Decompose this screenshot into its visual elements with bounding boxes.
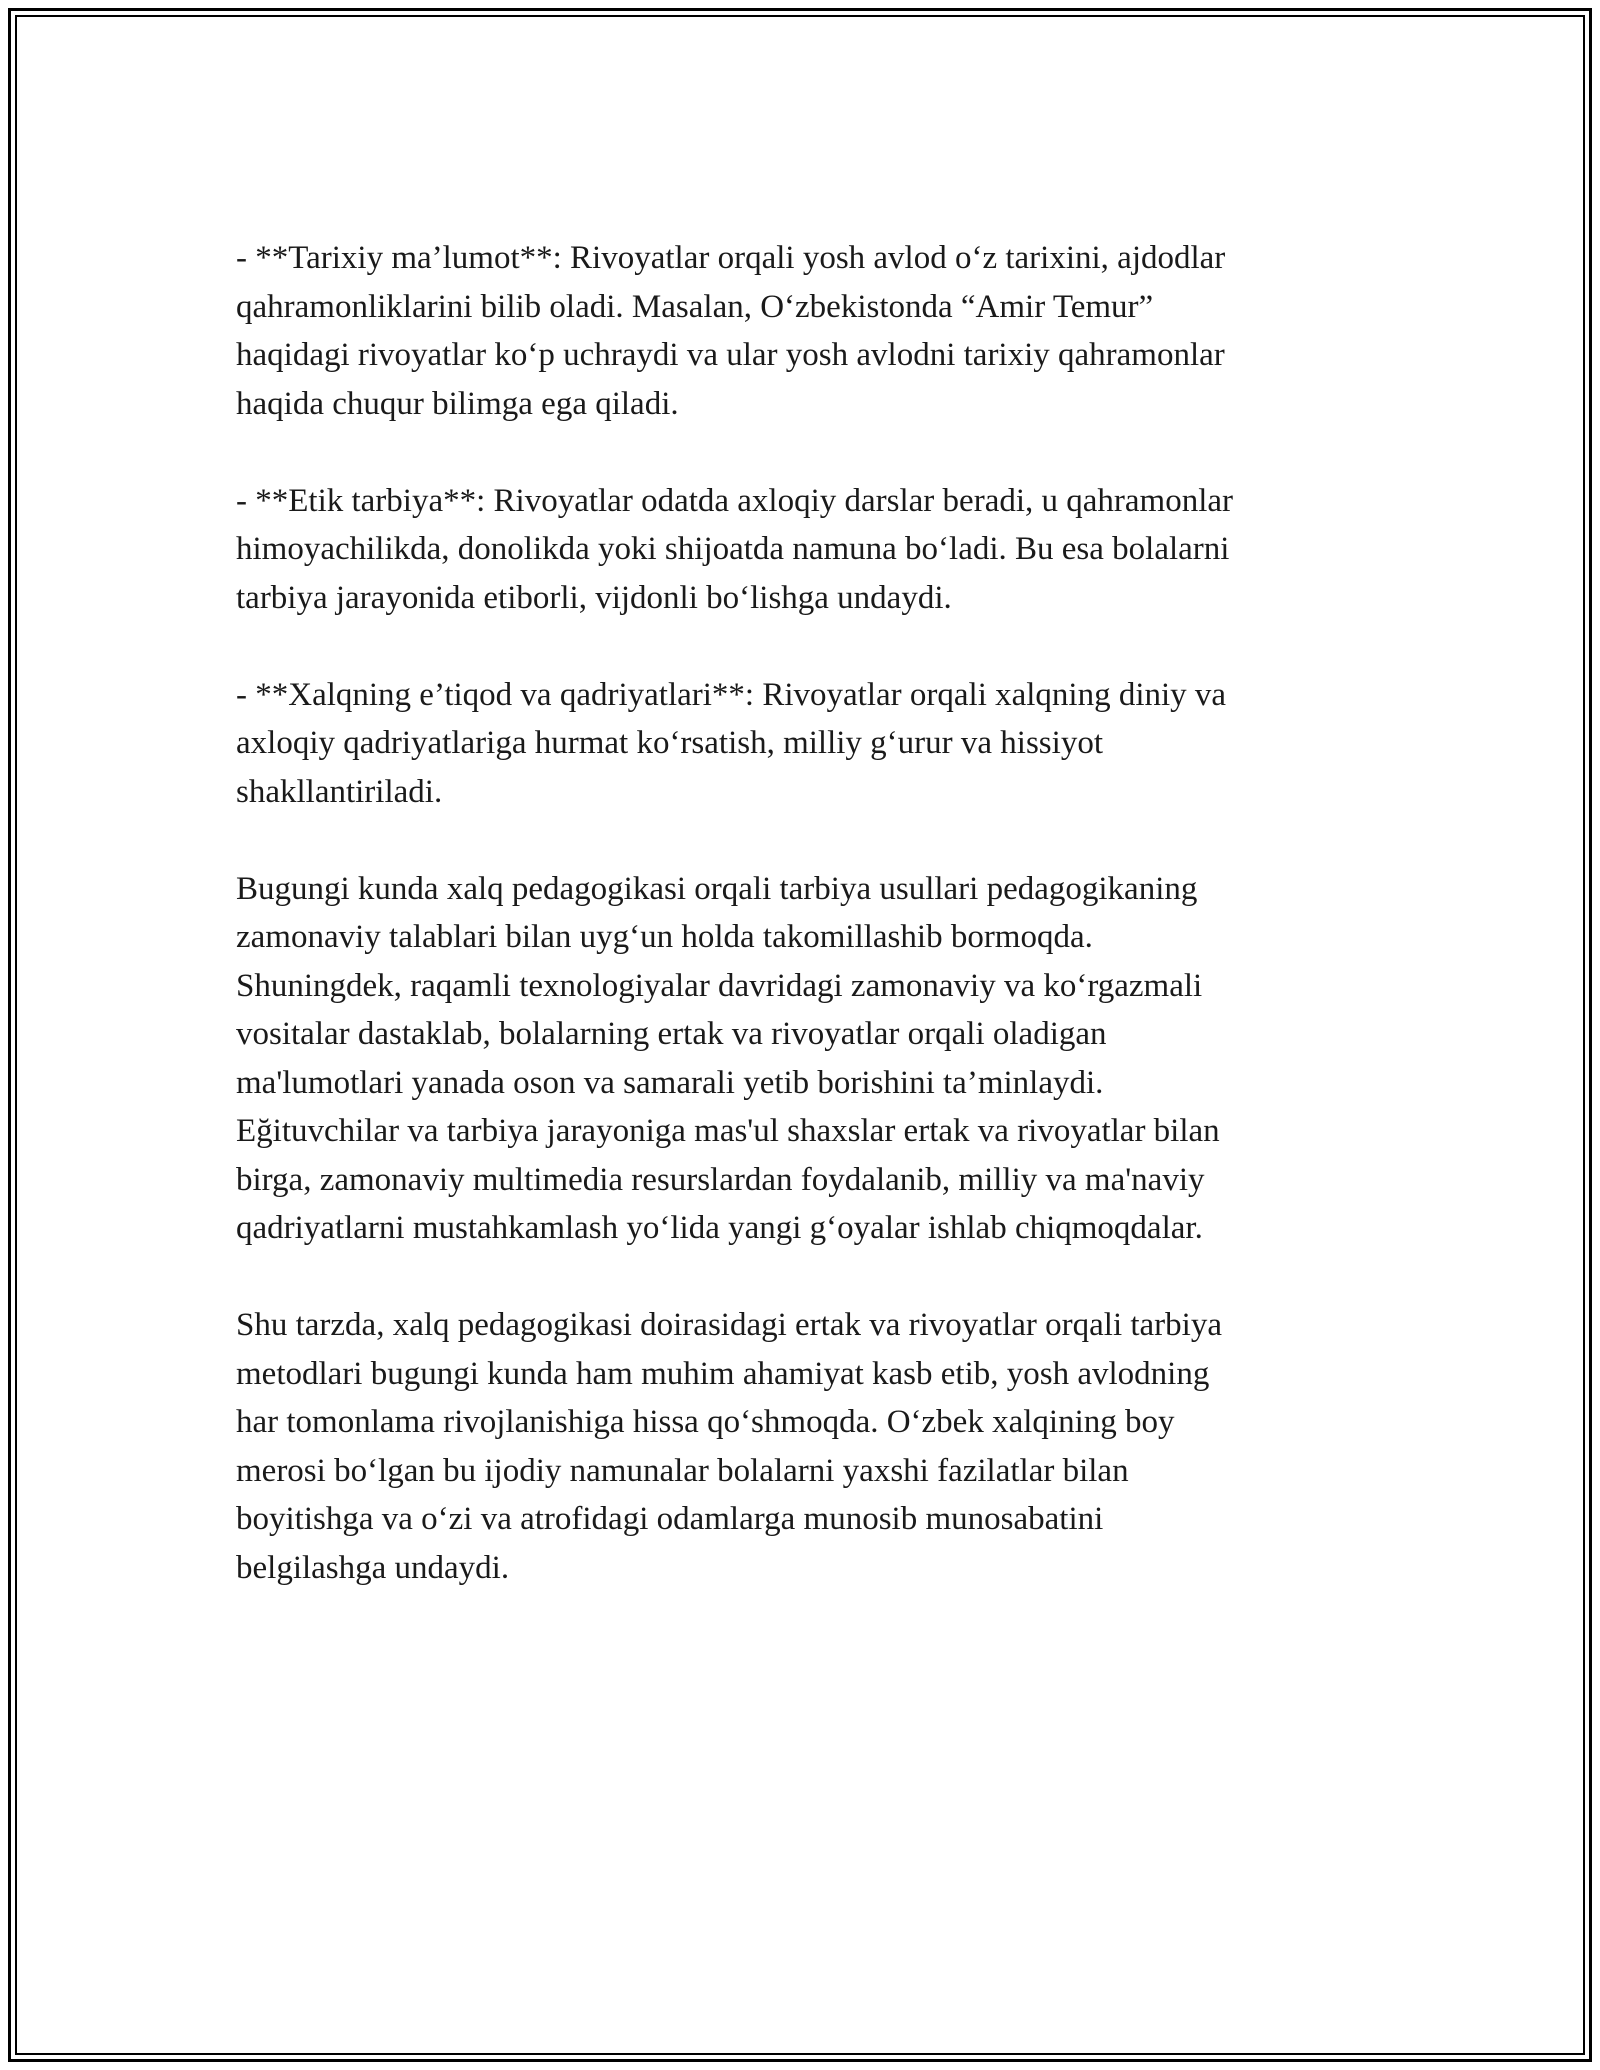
text-line: har tomonlama rivojlanishiga hissa qo‘shmoqda. O‘zbek xalqining boy xyxy=(236,1404,1175,1440)
paragraph-tarixiy-malumot xyxy=(236,234,1356,428)
text-line: himoyachilikda, donolikda yoki shijoatda namuna bo‘ladi. Bu esa bolalarni xyxy=(236,531,1230,567)
text-line: boyitishga va o‘zi va atrofidagi odamlarga munosib munosabatini xyxy=(236,1501,1104,1537)
text-line: qahramonliklarini bilib oladi. Masalan, O‘zbekistonda “Amir Temur” xyxy=(236,288,1154,325)
text-line: - **Tarixiy ma’lumot**: Rivoyatlar orqali yosh avlod o‘z tarixini, ajdodlar xyxy=(236,240,1226,276)
text-line: axloqiy qadriyatlariga hurmat ko‘rsatish, milliy g‘urur va hissiyot xyxy=(236,725,1103,761)
text-line: Eğituvchilar va tarbiya jarayoniga mas'ul shaxslar ertak va rivoyatlar bilan xyxy=(236,1113,1220,1149)
text-line: haqida chuqur bilimga ega qiladi. xyxy=(236,385,679,422)
paragraph-bugungi-kunda xyxy=(236,865,1356,1253)
text-line: qadriyatlarni mustahkamlash yo‘lida yangi g‘oyalar ishlab chiqmoqdalar. xyxy=(236,1210,1203,1246)
text-line: belgilashga undaydi. xyxy=(236,1549,510,1586)
text-line: zamonaviy talablari bilan uyg‘un holda takomillashib bormoqda. xyxy=(236,919,1093,955)
text-line: - **Etik tarbiya**: Rivoyatlar odatda axloqiy darslar beradi, u qahramonlar xyxy=(236,482,1234,519)
text-line: Shu tarzda, xalq pedagogikasi doirasidagi ertak va rivoyatlar orqali tarbiya xyxy=(236,1307,1222,1343)
text-line: haqidagi rivoyatlar ko‘p uchraydi va ular yosh avlodni tarixiy qahramonlar xyxy=(236,337,1225,373)
text-line: metodlari bugungi kunda ham muhim ahamiyat kasb etib, yosh avlodning xyxy=(236,1355,1210,1392)
text-line: vositalar dastaklab, bolalarning ertak va rivoyatlar orqali oladigan xyxy=(236,1016,1107,1052)
text-line: Bugungi kunda xalq pedagogikasi orqali tarbiya usullari pedagogikaning xyxy=(236,870,1198,907)
text-line: - **Xalqning e’tiqod va qadriyatlari**: Rivoyatlar orqali xalqning diniy va xyxy=(236,676,1227,713)
text-line: merosi bo‘lgan bu ijodiy namunalar bolalarni yaxshi fazilatlar bilan xyxy=(236,1452,1129,1489)
text-line: tarbiya jarayonida etiborli, vijdonli bo‘lishga undaydi. xyxy=(236,579,952,616)
paragraph-xalq-etiqodi xyxy=(236,671,1356,817)
text-line: Shuningdek, raqamli texnologiyalar davridagi zamonaviy va ko‘rgazmali xyxy=(236,967,1203,1004)
text-line: shakllantiriladi. xyxy=(236,773,443,810)
text-line: ma'lumotlari yanada oson va samarali yetib borishini ta’minlaydi. xyxy=(236,1064,1104,1101)
document-body xyxy=(236,234,1356,1641)
paragraph-etik-tarbiya xyxy=(236,477,1356,623)
text-line: birga, zamonaviy multimedia resurslardan foydalanib, milliy va ma'naviy xyxy=(236,1161,1205,1198)
paragraph-shu-tarzda xyxy=(236,1301,1356,1592)
